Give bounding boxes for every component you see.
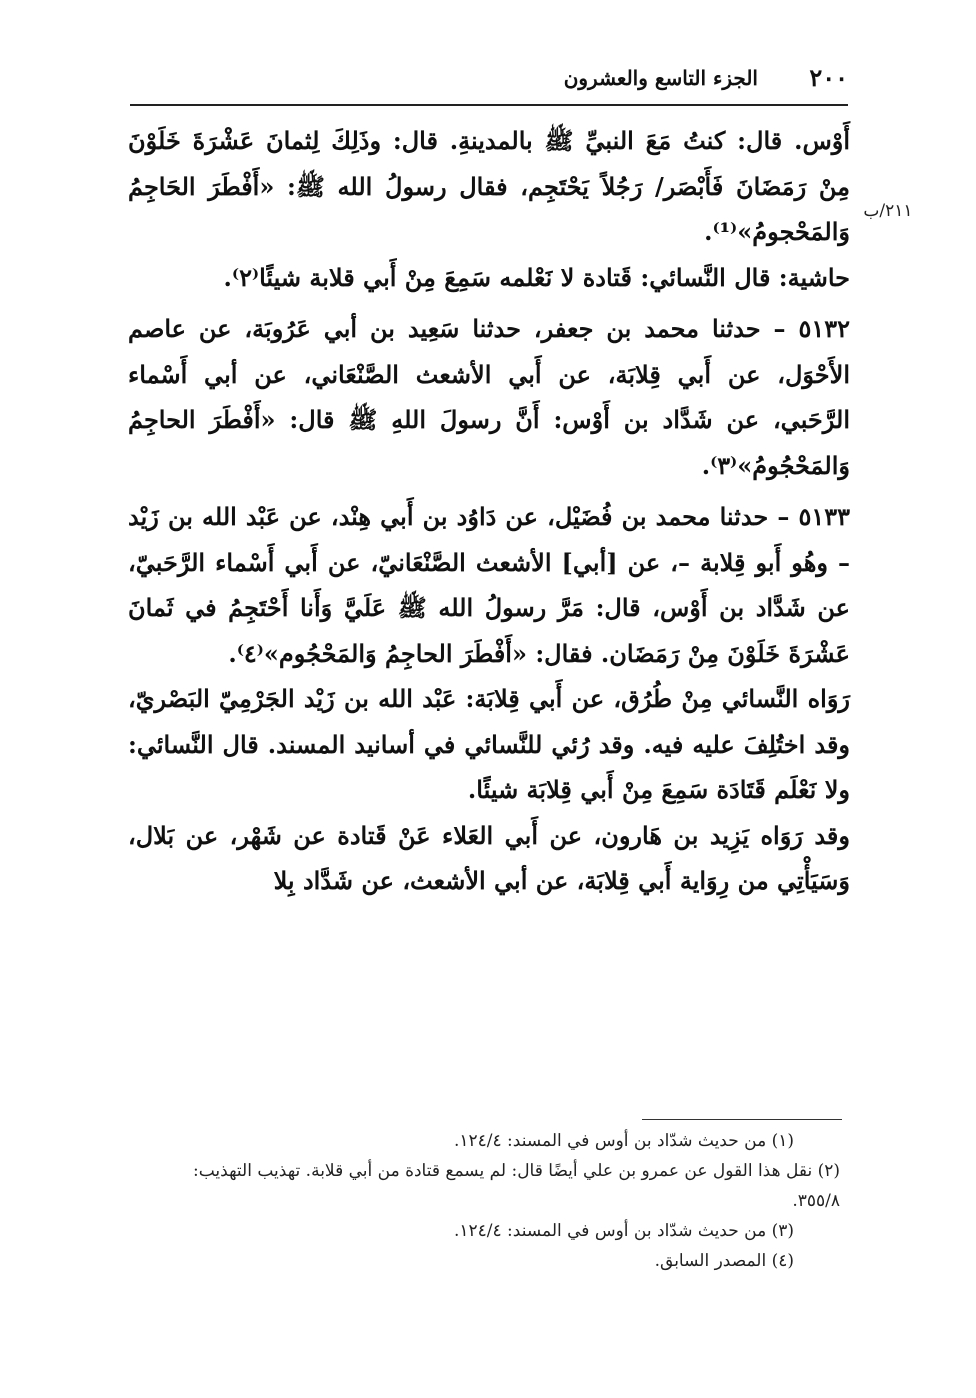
header-rule bbox=[130, 104, 848, 106]
footnote-4: (٤) المصدر السابق. bbox=[654, 1251, 794, 1271]
page-number: ٢٠٠ bbox=[809, 63, 848, 92]
footnotes bbox=[140, 1126, 840, 1276]
running-title: الجزء التاسع والعشرون bbox=[563, 66, 758, 90]
paragraph-continued: وقد رَوَاه يَزِيد بن هَارون، عن أَبي العَلاء عَنْ قَتادة عن شَهْر، عن بَلال، وَسَيَأْتِي من رِوَاية أَبي قِلابَة، عن أبي الأشعث، عن شَدَّاد بِلا bbox=[128, 820, 850, 895]
hadith-5132: ٥١٣٢ – حدثنا محمد بن جعفر، حدثنا سَعِيد بن أبي عَرُوبَة، عن عاصم الأَحْوَل، عن أَبي قِلابَة، عن أَبي الأشعث الصَّنْعَاني، عن أبي أَسْماء الرَّحَبي، عن شَدَّاد بن أَوْس: أَنَّ رسولَ اللهِ ﷺ قال: «أَفْطَرَ الحاجِمُ وَالمَحْجُومُ»⁽٣⁾. bbox=[128, 314, 850, 480]
footnote-rule bbox=[642, 1119, 842, 1120]
footnote-1: (١) من حديث شدّاد بن أوس في المسند: ١٢٤/٤. bbox=[453, 1131, 794, 1151]
main-text bbox=[128, 118, 850, 904]
paragraph-commentary: رَوَاه النَّسائي مِنْ طُرُق، عن أَبي قِلابَة: عَبْد الله بن زَيْد الجَرْمِيّ البَصْريّ، وقد اختُلِفَ عليه فيه. وقد رُئي للنَّسائي في أسانيد المسند. قال النَّسائي: ولا نَعْلَم قَتَادَة سَمِعَ مِنْ أَبي قِلابَة شيئًا. bbox=[128, 684, 851, 804]
footnote-3: (٣) من حديث شدّاد بن أوس في المسند: ١٢٤/٤. bbox=[453, 1221, 794, 1241]
paragraph-1: أَوْس. قال: كنتُ مَعَ النبيِّ ﷺ بالمدينةِ. قال: وذَلِكَ لِثمانَ عَشْرَةَ خَلَوْنَ مِنْ رَمَضَانَ فَأَبْصَر/ رَجُلاً يَحْتَجِم، فقال رسولُ الله ﷺ: «أَفْطَرَ الحَاجِمُ وَالمَحْجومُ»⁽¹⁾. bbox=[128, 126, 850, 246]
page-header bbox=[132, 60, 848, 100]
manuscript-folio-note: ٢١١/ب bbox=[863, 201, 913, 221]
footnote-2: (٢) نقل هذا القول عن عمرو بن علي أيضًا قال: لم يسمع قتادة من أبي قلابة. تهذيب التهذيب: ٣٥٥/٨. bbox=[193, 1161, 840, 1211]
paragraph-2-hashiya: حاشية: قال النَّسائي: قَتادة لا نَعْلمه سَمِعَ مِنْ أَبي قلابة شيئًا⁽٢⁾. bbox=[223, 262, 850, 292]
hadith-5133: ٥١٣٣ – حدثنا محمد بن فُضَيْل، عن دَاوُد بن أَبي هِنْد، عن عَبْد الله بن زَيْد – وهُو أَبو قِلابة –، عن [أبي] الأشعث الصَّنْعَانيّ، عن أَبي أَسْماء الرَّحَبيّ، عن شَدَّاد بن أَوْس، قال: مَرَّ رسولُ الله ﷺ عَلَيَّ وَأَنا أَحْتَجِمُ في ثَمانَ عَشْرَةَ خَلَوْنَ مِنْ رَمَضَان. فقال: «أَفْطَرَ الحاجِمُ وَالمَحْجُوم»⁽٤⁾. bbox=[128, 502, 850, 668]
